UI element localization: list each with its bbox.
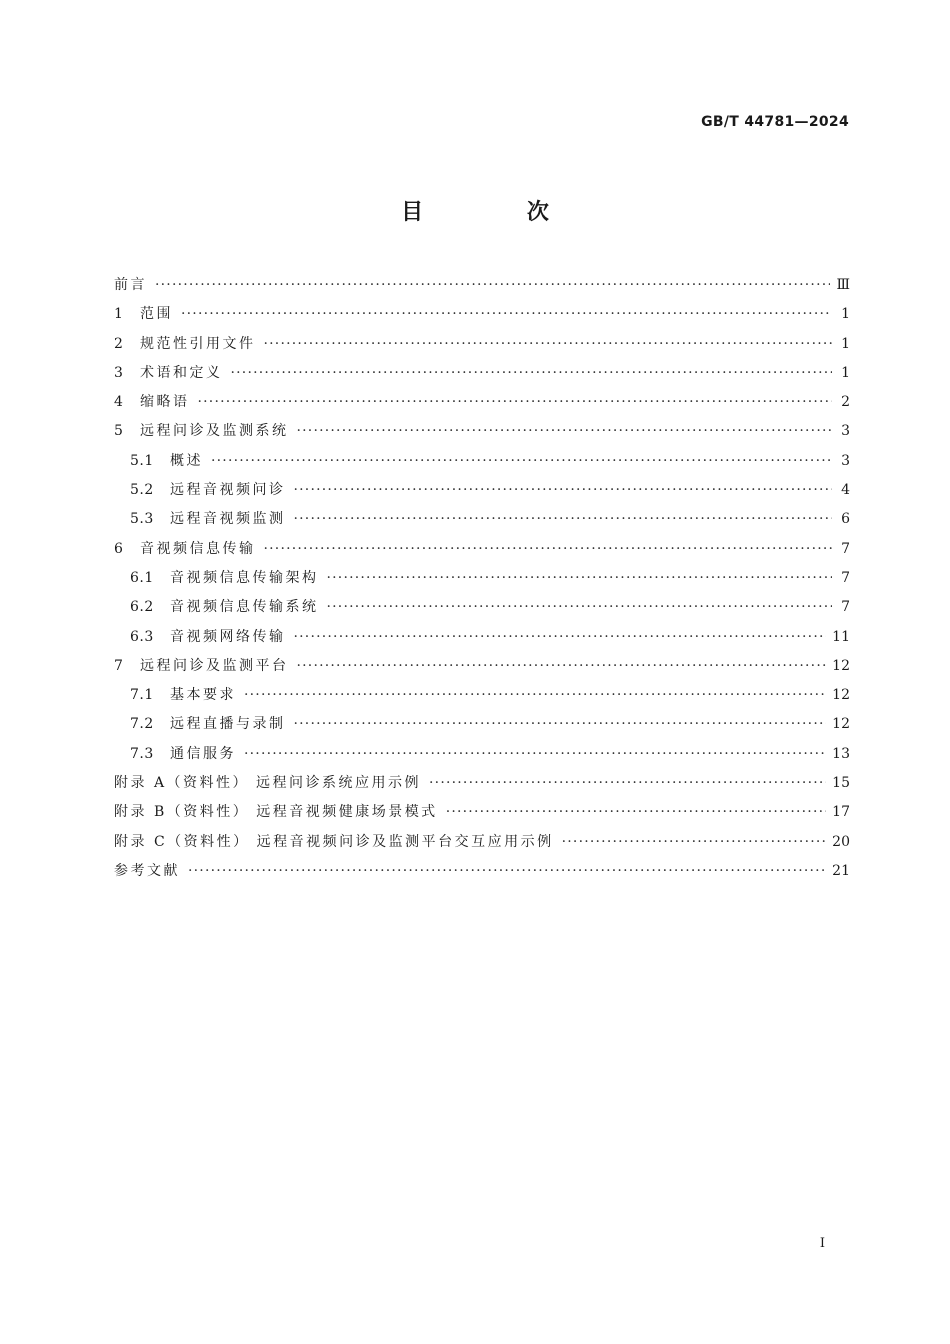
page-title: 目 次: [401, 200, 597, 225]
toc-entry-title: 远程问诊及监测平台: [140, 657, 289, 674]
toc-entry-page: 1: [841, 364, 850, 381]
toc-leader-dots: [562, 828, 827, 857]
toc-entry-number: 6.1: [130, 569, 154, 586]
toc-entry[interactable]: [114, 769, 850, 798]
toc-entry[interactable]: [114, 417, 850, 446]
toc-leader-dots: [294, 476, 833, 505]
toc-entry-page: 3: [841, 423, 850, 440]
toc-entry-title: 远程直播与录制: [170, 716, 286, 733]
toc-leader-dots: [188, 857, 826, 886]
toc-entry-title: 音视频信息传输架构: [170, 569, 319, 586]
toc-entry-title: 缩略语: [140, 394, 190, 411]
toc-entry-number: 6: [114, 540, 124, 557]
toc-leader-dots: [231, 359, 833, 388]
toc-leader-dots: [446, 798, 826, 827]
toc-entry-page: 7: [841, 569, 850, 586]
toc-entry[interactable]: [114, 535, 850, 564]
toc-entry[interactable]: [114, 828, 850, 857]
toc-entry-page: 20: [832, 833, 850, 850]
toc-entry-number: 7: [114, 657, 124, 674]
toc-entry-page: 6: [841, 511, 850, 528]
toc-leader-dots: [198, 388, 833, 417]
toc-entry-page: 12: [832, 716, 850, 733]
footer-page-number: I: [819, 1236, 825, 1251]
toc-entry-number: 7.3: [130, 745, 154, 762]
toc-entry-page: 1: [841, 335, 850, 352]
toc-entry-number: 5: [114, 423, 124, 440]
toc-entry-title: 基本要求: [170, 687, 236, 704]
toc-entry[interactable]: [114, 652, 850, 681]
table-of-contents: [114, 271, 850, 886]
toc-entry-title: 范围: [140, 306, 173, 323]
toc-entry-number: 4: [114, 394, 124, 411]
toc-entry[interactable]: [114, 330, 850, 359]
toc-leader-dots: [244, 681, 826, 710]
toc-entry[interactable]: [114, 476, 850, 505]
toc-leader-dots: [297, 652, 827, 681]
toc-entry-page: 11: [832, 628, 850, 645]
toc-entry-title: 前言: [114, 277, 147, 293]
toc-entry[interactable]: [114, 359, 850, 388]
toc-entry[interactable]: [114, 798, 850, 827]
toc-entry-page: Ⅲ: [836, 277, 850, 293]
toc-entry-number: 5.1: [130, 452, 154, 469]
toc-entry-page: 17: [832, 804, 850, 821]
toc-entry-title: 术语和定义: [140, 364, 223, 381]
toc-entry-page: 1: [841, 306, 850, 323]
toc-entry-number: 5.2: [130, 482, 154, 499]
toc-leader-dots: [264, 535, 833, 564]
toc-entry-title: 音视频信息传输系统: [170, 599, 319, 616]
toc-leader-dots: [244, 740, 826, 769]
toc-entry[interactable]: [114, 740, 850, 769]
toc-entry[interactable]: [114, 710, 850, 739]
toc-entry[interactable]: [114, 593, 850, 622]
toc-entry-title: 远程音视频监测: [170, 511, 286, 528]
toc-entry-page: 2: [841, 394, 850, 411]
toc-entry[interactable]: [114, 681, 850, 710]
toc-leader-dots: [211, 447, 832, 476]
toc-entry-page: 12: [832, 657, 850, 674]
toc-entry-title: 附录 A（资料性） 远程问诊系统应用示例: [114, 775, 422, 792]
toc-entry-page: 13: [832, 745, 850, 762]
toc-entry-page: 4: [841, 482, 850, 499]
toc-entry-number: 1: [114, 306, 124, 323]
standard-code: GB/T 44781—2024: [701, 114, 849, 130]
toc-leader-dots: [429, 769, 826, 798]
toc-entry-number: 2: [114, 335, 124, 352]
toc-entry-title: 通信服务: [170, 745, 236, 762]
toc-leader-dots: [294, 505, 833, 534]
toc-entry-title: 远程音视频问诊: [170, 482, 286, 499]
toc-entry[interactable]: [114, 564, 850, 593]
toc-leader-dots: [294, 710, 827, 739]
toc-leader-dots: [155, 271, 830, 300]
toc-entry-title: 音视频网络传输: [170, 628, 286, 645]
toc-entry-page: 7: [841, 540, 850, 557]
toc-entry-number: 7.1: [130, 687, 154, 704]
toc-entry-title: 概述: [170, 452, 203, 469]
toc-entry[interactable]: [114, 623, 850, 652]
toc-entry-number: 6.2: [130, 599, 154, 616]
toc-entry-page: 15: [832, 775, 850, 792]
toc-entry-title: 音视频信息传输: [140, 540, 256, 557]
toc-entry-title: 规范性引用文件: [140, 335, 256, 352]
toc-entry-page: 12: [832, 687, 850, 704]
toc-entry-title: 附录 C（资料性） 远程音视频问诊及监测平台交互应用示例: [114, 833, 554, 850]
toc-entry-title: 远程问诊及监测系统: [140, 423, 289, 440]
toc-entry-number: 6.3: [130, 628, 154, 645]
toc-entry-title: 附录 B（资料性） 远程音视频健康场景模式: [114, 804, 438, 821]
toc-entry[interactable]: [114, 857, 850, 886]
toc-entry-number: 3: [114, 364, 124, 381]
toc-leader-dots: [327, 564, 833, 593]
toc-entry-page: 3: [841, 452, 850, 469]
toc-entry[interactable]: [114, 388, 850, 417]
toc-entry[interactable]: [114, 505, 850, 534]
toc-leader-dots: [181, 300, 832, 329]
toc-leader-dots: [264, 330, 833, 359]
toc-entry[interactable]: [114, 300, 850, 329]
toc-entry-number: 5.3: [130, 511, 154, 528]
toc-leader-dots: [294, 623, 827, 652]
toc-entry-page: 7: [841, 599, 850, 616]
toc-entry-title: 参考文献: [114, 862, 180, 879]
toc-entry[interactable]: [114, 447, 850, 476]
toc-entry[interactable]: [114, 271, 850, 300]
toc-entry-page: 21: [832, 862, 850, 879]
toc-entry-number: 7.2: [130, 716, 154, 733]
toc-leader-dots: [327, 593, 833, 622]
toc-leader-dots: [297, 417, 833, 446]
